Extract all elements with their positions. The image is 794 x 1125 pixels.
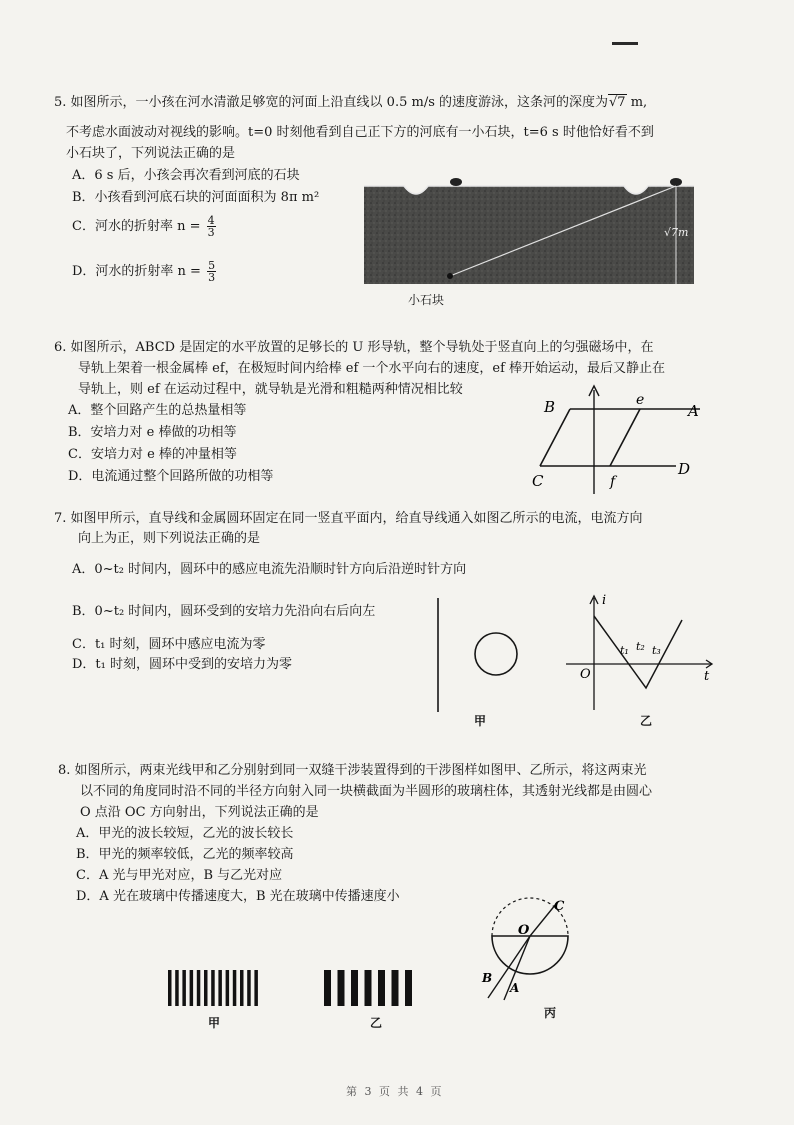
fringe-bar [378, 970, 385, 1006]
depth-label: √7m [664, 226, 689, 239]
fringe-bar [247, 970, 251, 1006]
label-c: C [554, 899, 565, 914]
q5-c-numerator: 4 [207, 214, 215, 227]
fringe-bar [233, 970, 237, 1006]
q6-stem-line1 [54, 339, 653, 357]
q8-caption-jia: 甲 [208, 1016, 221, 1030]
q5-stem-line1-a: 如图所示，一小孩在河水清澈足够宽的河面上沿直线以 0.5 m/s 的速度游泳，这条河的深度为 [70, 95, 608, 110]
q6-option-d: D．电流通过整个回路所做的功相等 [68, 469, 274, 484]
q5-figure-caption: 小石块 [408, 293, 445, 307]
child-head-icon [450, 178, 462, 186]
q6-stem-line1-text: 如图所示，ABCD 是固定的水平放置的足够长的 U 形导轨，整个导轨处于竖直向上的匀强磁场中，在 [70, 340, 654, 355]
fringe-bar [218, 970, 222, 1006]
label-a: A [510, 981, 520, 995]
q7-figure-jia [430, 596, 530, 716]
q5-d-denominator: 3 [208, 271, 216, 284]
q7-caption-jia: 甲 [474, 714, 487, 728]
fringe-bar [190, 970, 194, 1006]
q7-figure-yi [566, 592, 716, 712]
fringe-bar [365, 970, 372, 1006]
q8-option-d: D．A 光在玻璃中传播速度大，B 光在玻璃中传播速度小 [76, 889, 400, 904]
q8-fringe-yi [324, 970, 420, 1008]
q8-option-c: C．A 光与甲光对应，B 与乙光对应 [76, 868, 283, 883]
fringe-bar [226, 970, 230, 1006]
fringe-bar [324, 970, 331, 1006]
fringe-bar [392, 970, 399, 1006]
q8-caption-yi: 乙 [370, 1016, 383, 1030]
fringe-bar [254, 970, 258, 1006]
ray-oc [530, 904, 556, 936]
q7-number: 7. [54, 511, 67, 526]
metal-ring [475, 633, 517, 675]
fringe-bar [240, 970, 244, 1006]
q8-option-b: B．甲光的频率较低，乙光的频率较高 [76, 847, 294, 862]
q5-option-c-fraction [207, 215, 216, 238]
river-water [364, 186, 694, 284]
q5-stem-line3: 小石块了，下列说法正确的是 [66, 146, 236, 161]
q7-option-b: B．0~t₂ 时间内，圆环受到的安培力先沿向右后向左 [72, 604, 376, 619]
rod-ef [610, 409, 640, 466]
q6-option-a: A．整个回路产生的总热量相等 [68, 403, 247, 418]
q6-number: 6. [54, 340, 67, 355]
label-a: A [688, 402, 699, 420]
origin-label: O [580, 667, 591, 682]
label-d: D [678, 460, 691, 478]
q8-caption-bing: 丙 [544, 1006, 557, 1020]
glass-semicircle [492, 936, 568, 974]
q5-option-a: A．6 s 后，小孩会再次看到河底的石块 [72, 168, 300, 183]
fringe-bar [204, 970, 208, 1006]
t2-label: t₂ [636, 640, 645, 653]
q8-fringe-jia [168, 970, 264, 1008]
q5-sqrt: √7 [609, 95, 626, 110]
q6-stem-line3: 导轨上，则 ef 在运动过程中，就导轨是光滑和粗糙两种情况相比较 [78, 382, 463, 397]
t3-label: t₃ [652, 644, 661, 657]
q7-option-a: A．0~t₂ 时间内，圆环中的感应电流先沿顺时针方向后沿逆时针方向 [72, 562, 467, 577]
q8-stem-line3: O 点沿 OC 方向射出，下列说法正确的是 [80, 805, 319, 820]
child-head-icon-right [670, 178, 682, 186]
q7-option-d: D．t₁ 时刻，圆环中受到的安培力为零 [72, 657, 292, 672]
q5-stem-line1 [54, 94, 647, 112]
q7-option-c: C．t₁ 时刻，圆环中感应电流为零 [72, 637, 266, 652]
q5-option-d [72, 260, 216, 283]
q7-caption-yi: 乙 [640, 714, 653, 728]
q5-option-c-text: C．河水的折射率 n = [72, 219, 201, 234]
q5-number: 5. [54, 95, 67, 110]
rail-bc [540, 409, 570, 466]
q5-option-b: B．小孩看到河底石块的河面面积为 8π m² [72, 190, 320, 205]
fringe-bar [175, 970, 179, 1006]
label-e: e [636, 392, 645, 408]
fringe-bar [338, 970, 345, 1006]
q8-number: 8. [58, 763, 71, 778]
q5-option-c [72, 215, 216, 238]
stone-icon [447, 273, 453, 279]
t1-label: t₁ [620, 644, 629, 657]
q5-option-d-fraction [207, 260, 216, 283]
q5-stem-line1-b: m, [626, 95, 648, 110]
fringe-bar [182, 970, 186, 1006]
q8-stem-line1 [58, 762, 647, 780]
axis-t-label: t [704, 669, 710, 684]
q5-d-numerator: 5 [208, 259, 216, 272]
top-mark [612, 42, 638, 45]
q6-rail-figure [532, 384, 708, 494]
page-footer: 第 3 页 共 4 页 [346, 1085, 444, 1098]
fringe-bar [211, 970, 215, 1006]
q5-stem-line2: 不考虑水面波动对视线的影响。t=0 时刻他看到自己正下方的河底有一小石块，t=6 s 时他恰好看不到 [66, 125, 654, 140]
q7-stem-line1-text: 如图甲所示，直导线和金属圆环固定在同一竖直平面内，给直导线通入如图乙所示的电流，电流方向 [70, 511, 643, 526]
q7-stem-line1 [54, 510, 643, 528]
q8-stem-line1-text: 如图所示，两束光线甲和乙分别射到同一双缝干涉装置得到的干涉图样如图甲、乙所示，将这两束光 [74, 763, 647, 778]
q7-stem-line2: 向上为正，则下列说法正确的是 [78, 531, 261, 546]
q5-c-denominator: 3 [207, 226, 215, 239]
fringe-bar [168, 970, 172, 1006]
fringe-bar [351, 970, 358, 1006]
q5-river-figure [364, 172, 694, 284]
fringe-bar [197, 970, 201, 1006]
label-b: B [482, 971, 493, 985]
q5-option-d-text: D．河水的折射率 n = [72, 264, 201, 279]
axis-i-label: i [602, 593, 607, 608]
q8-stem-line2: 以不同的角度同时沿不同的半径方向射入同一块横截面为半圆形的玻璃柱体，其透射光线都是由圆心 [80, 784, 653, 799]
q8-option-a: A．甲光的波长较短，乙光的波长较长 [76, 826, 294, 841]
label-c: C [532, 472, 544, 490]
fringe-bar [405, 970, 412, 1006]
label-f: f [610, 474, 616, 490]
label-b: B [544, 398, 556, 416]
q6-stem-line2: 导轨上架着一根金属棒 ef，在极短时间内给棒 ef 一个水平向右的速度，ef 棒开始运动，最后又静止在 [78, 361, 666, 376]
label-o: O [518, 923, 530, 938]
q6-option-b: B．安培力对 e 棒做的功相等 [68, 425, 237, 440]
q8-figure-bing [470, 894, 590, 1004]
q6-option-c: C．安培力对 e 棒的冲量相等 [68, 447, 237, 462]
